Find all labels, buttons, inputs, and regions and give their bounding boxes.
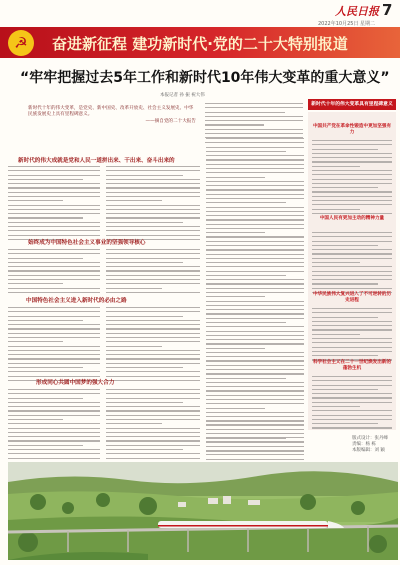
body-text-block: [8, 389, 100, 466]
section-banner: [0, 27, 400, 58]
body-text-block: [106, 307, 200, 384]
lead-text: 新时代十年的伟大变革，是党史、新中国史、改革开放史、社会主义发展史、中华民族发展史上具有里程碑意义。: [28, 106, 194, 118]
credits: [352, 436, 388, 454]
landscape-photo: [8, 462, 398, 560]
section-heading: 形成同心共圆中国梦的强大合力: [36, 380, 115, 386]
credit-line: 版式设计：张丹峰: [352, 436, 388, 441]
section-heading: 中国特色社会主义进入新时代的必由之路: [26, 298, 127, 304]
sidebar-heading: 新时代十年的伟大变革具有里程碑意义: [308, 99, 396, 110]
sidebar-text-block: [312, 232, 392, 296]
train: [158, 521, 344, 528]
body-text-block: [8, 249, 100, 296]
sidebar-subhead: 中国共产党在革命性锻造中更加坚强有力: [312, 124, 392, 135]
dateline: 2022年10月25日 星期二: [318, 21, 376, 27]
photo-illustration: [8, 462, 398, 560]
body-text-block: [106, 249, 200, 296]
body-text-block: [106, 389, 200, 466]
sidebar-box: [308, 112, 396, 430]
lead-source: ——摘自党的二十大报告: [145, 118, 196, 124]
body-text-block: [206, 138, 304, 266]
sidebar-subhead: 中国人民有更加主动的精神力量: [319, 216, 385, 221]
banner-title: 奋进新征程 建功新时代·党的二十大特别报道: [52, 35, 348, 53]
section-heading: 新时代的伟大成就是党和人民一道拼出来、干出来、奋斗出来的: [18, 158, 175, 164]
credit-line: 本版编辑：刘 颖: [352, 448, 385, 453]
party-emblem-icon: ☭: [8, 30, 34, 56]
article-headline: “牢牢把握过去5年工作和新时代10年伟大变革的重大意义”: [20, 70, 390, 86]
page-number: 7: [382, 1, 393, 19]
body-text-block: [8, 166, 100, 243]
credit-line: 责编：杨 栋: [352, 442, 376, 447]
sidebar-text-block: [312, 140, 392, 217]
article-byline: 本报记者 孙 振 祝大伟: [160, 93, 205, 98]
sidebar-subhead: 科学社会主义在二十一世纪焕发出新的蓬勃生机: [312, 360, 392, 371]
sidebar-subhead: 中华民族伟大复兴进入了不可逆转的历史进程: [312, 292, 392, 303]
body-text-block: [8, 307, 100, 384]
body-text-block: [106, 166, 200, 243]
sidebar-text-block: [312, 308, 392, 364]
body-text-block: [206, 420, 304, 463]
section-heading: 始终成为中国特色社会主义事业的坚强领导核心: [28, 240, 146, 246]
masthead-logo: 人民日报: [335, 5, 379, 18]
sidebar-text-block: [312, 376, 392, 432]
lead-quote: [28, 106, 196, 125]
